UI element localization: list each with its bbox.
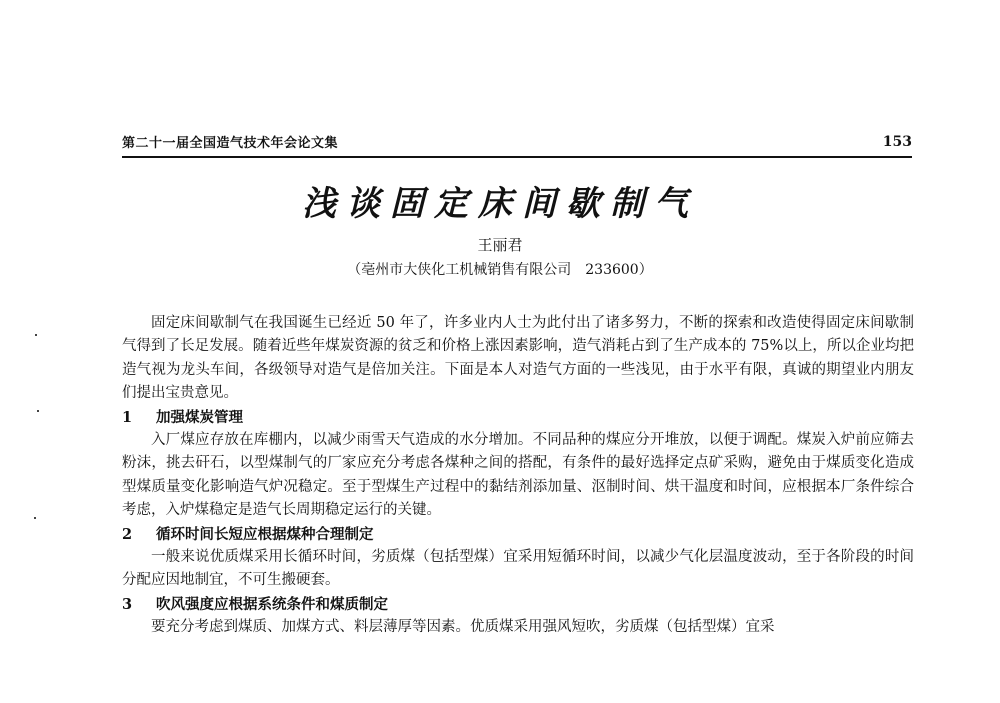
page-number: 153 bbox=[882, 134, 912, 150]
author-name: 王丽君 bbox=[477, 236, 523, 254]
paper-title: 浅谈固定床间歇制气 bbox=[302, 184, 698, 224]
running-title: 第二十一届全国造气技术年会论文集 bbox=[122, 136, 339, 151]
paper-body bbox=[122, 312, 914, 640]
section-number: 3 bbox=[122, 595, 133, 613]
section-title: 加强煤炭管理 bbox=[156, 408, 243, 426]
scan-speck bbox=[35, 334, 37, 336]
intro-paragraph: 固定床间歇制气在我国诞生已经近 50 年了，许多业内人士为此付出了诸多努力，不断的探索和改造使得固定床间歇制气得到了长足发展。随着近些年煤炭资源的贫乏和价格上涨因素影响，造气消耗占到了生产成本的 75%以上，所以企业均把造气视为龙头车间，各级领导对造气是倍加关注。下面是本人对造气方面的一些浅见，由于水平有限，真诚的期望业内朋友们提出宝贵意见。 bbox=[122, 315, 914, 402]
section-title: 吹风强度应根据系统条件和煤质制定 bbox=[156, 595, 388, 613]
section-heading-1 bbox=[122, 406, 914, 429]
author-affiliation: （亳州市大侠化工机械销售有限公司 233600） bbox=[347, 262, 653, 278]
scan-speck bbox=[37, 410, 39, 412]
section-title: 循环时间长短应根据煤种合理制定 bbox=[156, 525, 374, 543]
section-paragraph-2: 一般来说优质煤采用长循环时间，劣质煤（包括型煤）宜采用短循环时间，以减少气化层温度波动，至于各阶段的时间分配应因地制宜，不可生搬硬套。 bbox=[122, 549, 914, 589]
running-header bbox=[122, 130, 912, 158]
section-paragraph-3: 要充分考虑到煤质、加煤方式、料层薄厚等因素。优质煤采用强风短吹，劣质煤（包括型煤）宜采 bbox=[151, 619, 775, 636]
section-paragraph-1: 入厂煤应存放在库棚内，以减少雨雪天气造成的水分增加。不同品种的煤应分开堆放，以便于调配。煤炭入炉前应筛去粉沫，挑去矸石，以型煤制气的厂家应充分考虑各煤种之间的搭配，有条件的最好选择定点矿采购，避免由于煤质变化造成型煤质量变化影响造气炉况稳定。至于型煤生产过程中的黏结剂添加量、沤制时间、烘干温度和时间，应根据本厂条件综合考虑，入炉煤稳定是造气长周期稳定运行的关键。 bbox=[122, 432, 914, 519]
scan-speck bbox=[34, 517, 36, 519]
section-heading-2 bbox=[122, 523, 914, 546]
section-number: 2 bbox=[122, 525, 133, 543]
section-heading-3 bbox=[122, 593, 914, 616]
section-number: 1 bbox=[122, 408, 133, 426]
